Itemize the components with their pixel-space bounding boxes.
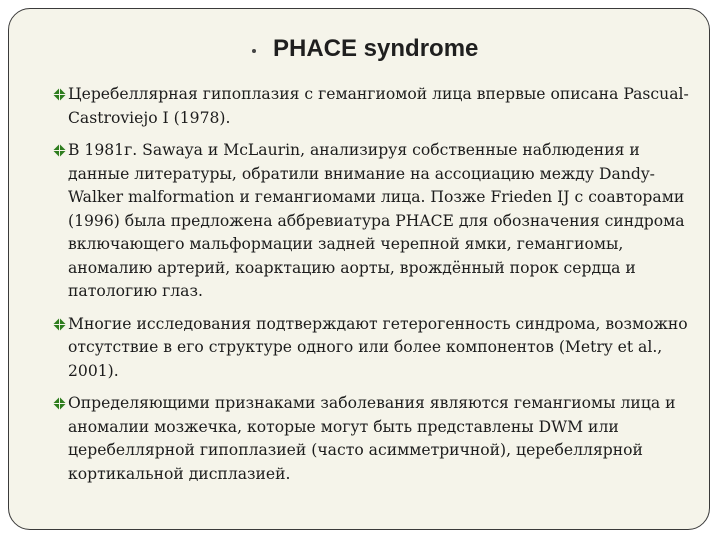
bullet-text: Определяющими признаками заболевания являются гемангиомы лица и аномалии мозжечка, которые могут быть представлены DWM или церебеллярной гипоплазией (часто асимметричной), церебеллярной кортикальной дисплазией. [68, 394, 676, 483]
bullet-item [53, 392, 701, 486]
title-row [9, 35, 709, 69]
slide [8, 8, 710, 530]
diamond-bullet-icon [53, 397, 66, 410]
diamond-bullet-icon [53, 144, 66, 157]
title-bullet-dot [252, 49, 256, 53]
bullet-item [53, 139, 701, 304]
diamond-bullet-icon [53, 318, 66, 331]
bullet-text: Церебеллярная гипоплазия с гемангиомой лица впервые описана Pascual-Castroviejo I (1978). [68, 85, 689, 127]
bullet-list [53, 83, 701, 495]
bullet-text: В 1981г. Sawaya и McLaurin, анализируя собственные наблюдения и данные литературы, обратили внимание на ассоциацию между Dandy-Walker malformation и гемангиомами лица. Позже Frieden IJ с соавторами (1996) была предложена аббревиатура PHACE для обозначения синдрома включающего мальформации задней черепной ямки, гемангиомы, аномалию артерий, коарктацию аорты, врождённый порок сердца и патологию глаз. [68, 141, 685, 300]
bullet-item [53, 83, 701, 130]
diamond-bullet-icon [53, 88, 66, 101]
slide-title: PHACE syndrome [273, 35, 479, 62]
bullet-item [53, 313, 701, 384]
bullet-text: Многие исследования подтверждают гетерогенность синдрома, возможно отсутствие в его структуре одного или более компонентов (Metry et al., 2001). [68, 314, 688, 380]
